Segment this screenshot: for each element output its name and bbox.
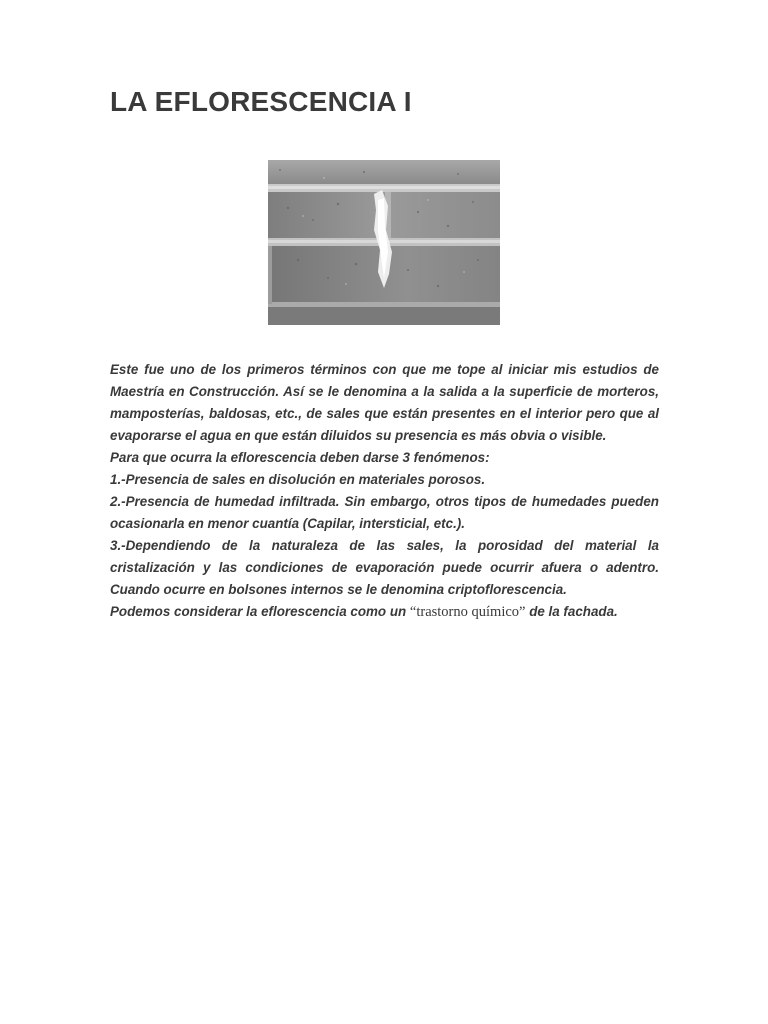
paragraph-intro: Este fue uno de los primeros términos con que me tope al iniciar mis estudios de Maestría en Construcción. Así se le denomina a la salida a la superficie de morteros, mamposterías, baldosas, etc., de sales que están presentes en el interior pero que al evaporarse el agua en que están diluidos su presencia es más obvia o visible. <box>110 362 659 443</box>
paragraph-item-2: 2.-Presencia de humedad infiltrada. Sin embargo, otros tipos de humedades pueden ocasionarla en menor cuantía (Capilar, intersticial, etc.). <box>110 494 659 531</box>
paragraph-conditions: Para que ocurra la eflorescencia deben darse 3 fenómenos: <box>110 450 490 465</box>
efflorescence-photo <box>268 160 500 325</box>
body-text <box>110 359 659 623</box>
paragraph-closing <box>110 601 659 623</box>
closing-quoted-term: “trastorno químico” <box>409 604 526 620</box>
closing-text-before: Podemos considerar la eflorescencia como un <box>110 604 410 619</box>
paragraph-item-1: 1.-Presencia de sales en disolución en materiales porosos. <box>110 472 486 487</box>
paragraph-item-3: 3.-Dependiendo de la naturaleza de las sales, la porosidad del material la cristalización y las condiciones de evaporación puede ocurrir afuera o adentro. Cuando ocurre en bolsones internos se le denomina criptoflorescencia. <box>110 538 659 597</box>
closing-text-after: de la fachada. <box>525 604 618 619</box>
page-title: LA EFLORESCENCIA I <box>110 86 412 117</box>
